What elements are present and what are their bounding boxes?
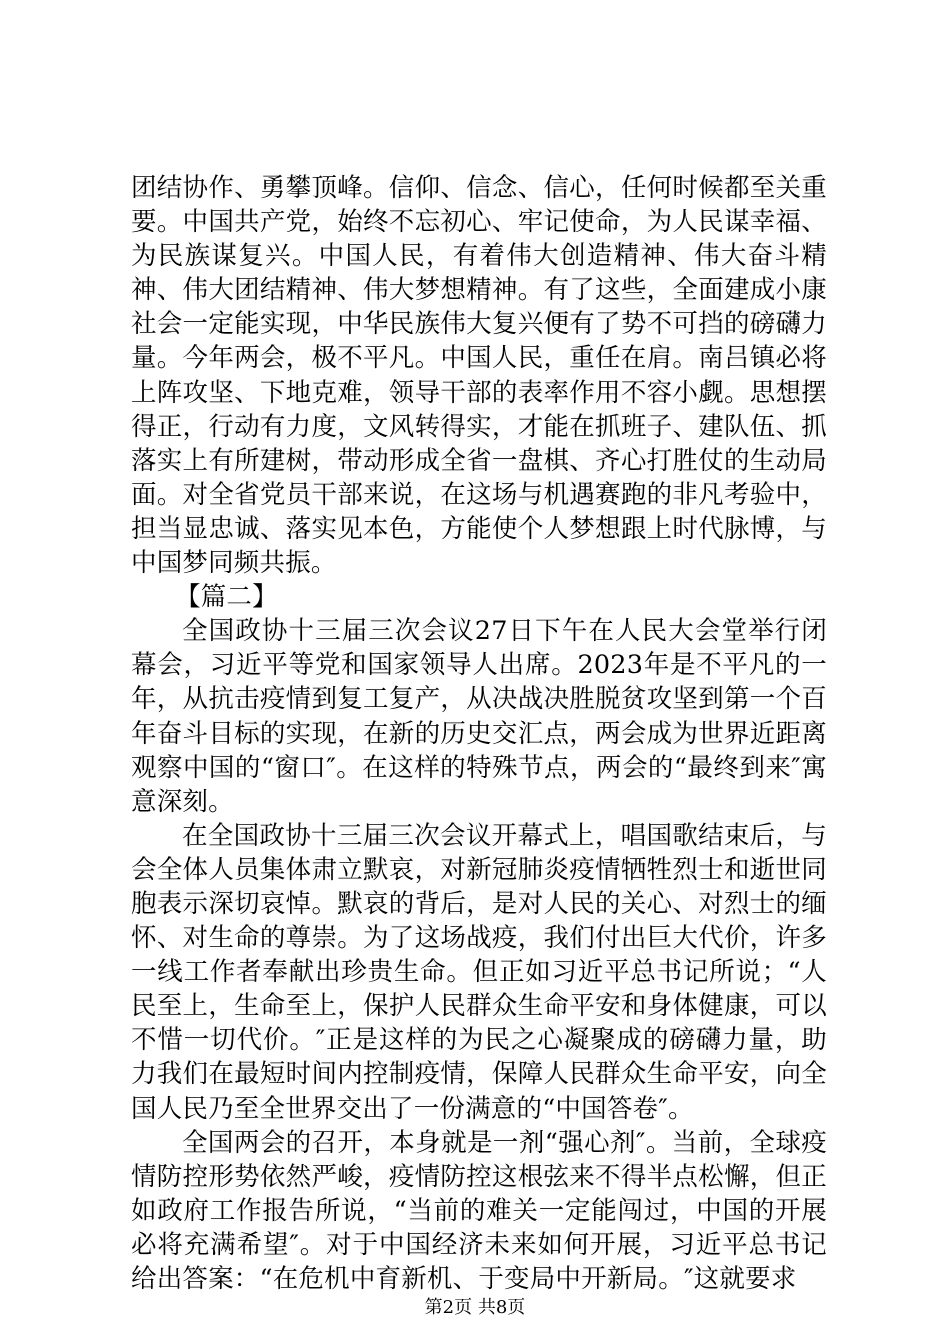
paragraph: 在全国政协十三届三次会议开幕式上，唱国歌结束后，与会全体人员集体肃立默哀，对新冠肺炎疫情牺牲烈士和逝世同胞表示深切哀悼。默哀的背后，是对人民的关心、对烈士的缅怀、对生命的尊崇。为了这场战疫，我们付出巨大代价，许多一线工作者奉献出珍贵生命。但正如习近平总书记所说；“人民至上，生命至上，保护人民群众生命平安和身体健康，可以不惜一切代价。″正是这样的为民之心凝聚成的磅礴力量，助力我们在最短时间内控制疫情，保障人民群众生命平安，向全国人民乃至全世界交出了一份满意的“中国答卷″。 bbox=[131, 820, 827, 1124]
section-heading: 【篇二】 bbox=[175, 582, 278, 613]
page-footer: 第2页 共8页 bbox=[424, 1297, 526, 1318]
paragraph-continuation: 团结协作、勇攀顶峰。信仰、信念、信心，任何时候都至关重要。中国共产党，始终不忘初心、牢记使命，为人民谋幸福、为民族谋复兴。中国人民，有着伟大创造精神、伟大奋斗精神、伟大团结精神、伟大梦想精神。有了这些，全面建成小康社会一定能实现，中华民族伟大复兴便有了势不可挡的磅礴力量。今年两会，极不平凡。中国人民，重任在肩。南吕镇必将上阵攻坚、下地克难，领导干部的表率作用不容小觑。思想摆得正，行动有力度，文风转得实，才能在抓班子、建队伍、抓落实上有所建树，带动形成全省一盘棋、齐心打胜仗的生动局面。对全省党员干部来说，在这场与机遇赛跑的非凡考验中，担当显忠诚、落实见本色，方能使个人梦想跟上时代脉博，与中国梦同频共振。 bbox=[131, 173, 827, 579]
paragraph: 全国政协十三届三次会议27日下午在人民大会堂举行闭幕会，习近平等党和国家领导人出席。2023年是不平凡的一年，从抗击疫情到复工复产，从决战决胜脱贫攻坚到第一个百年奋斗目标的实现，在新的历史交汇点，两会成为世界近距离观察中国的“窗口″。在这样的特殊节点，两会的“最终到来″寓意深刻。 bbox=[131, 616, 827, 817]
document-body bbox=[131, 171, 827, 1296]
paragraph: 全国两会的召开，本身就是一剂“强心剂″。当前，全球疫情防控形势依然严峻，疫情防控这根弦来不得半点松懈，但正如政府工作报告所说，“当前的难关一定能闯过，中国的开展必将充满希望″。对于中国经济未来如何开展，习近平总书记给出答案：“在危机中育新机、于变局中开新局。″这就要求 bbox=[131, 1127, 827, 1294]
